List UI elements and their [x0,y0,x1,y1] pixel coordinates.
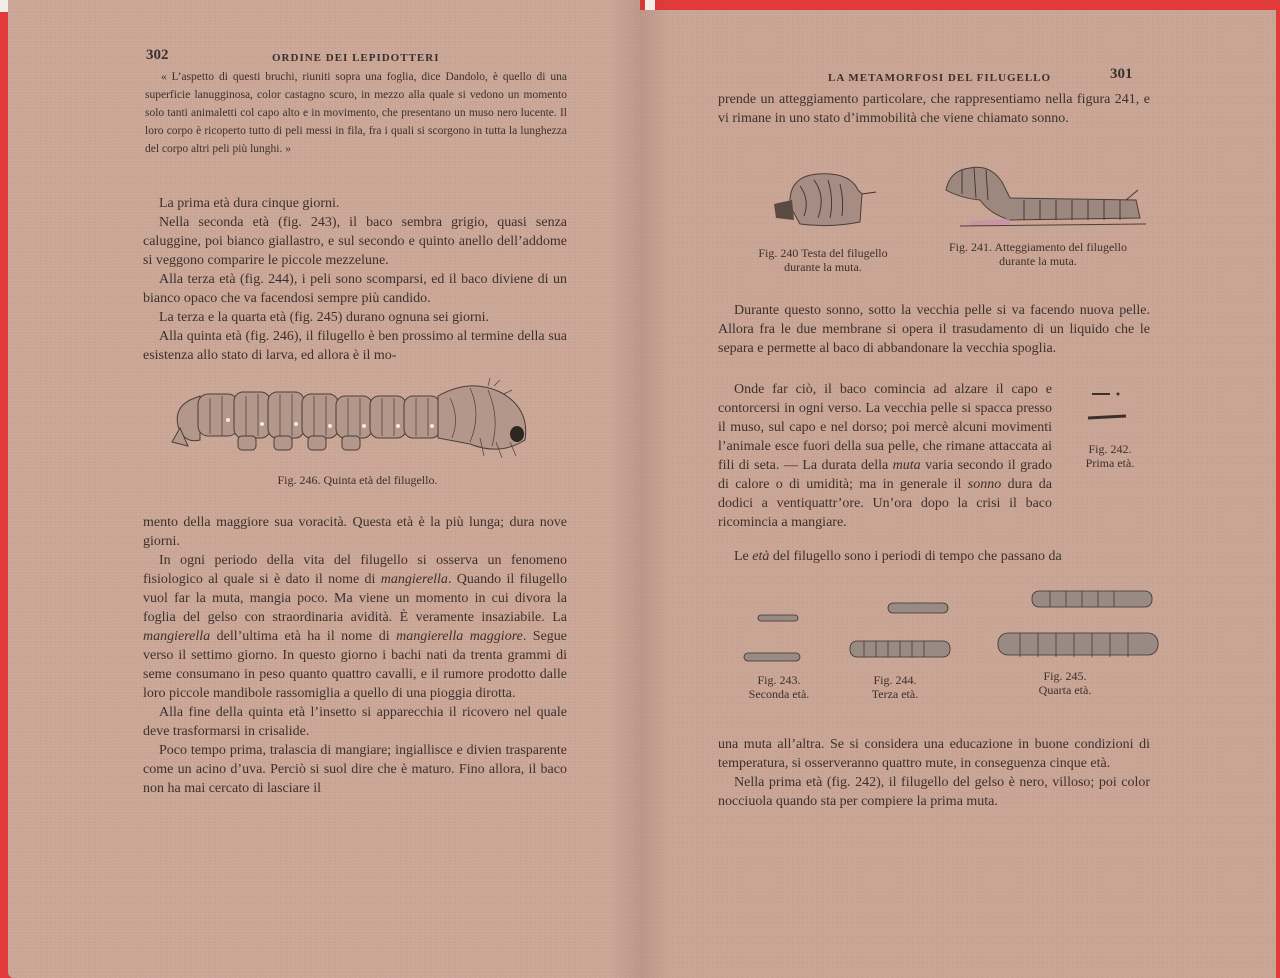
paragraph-muta: una muta all’altra. Se si considera una educazione in buone condizioni di temperatura, si osserveranno quattro mute, in conseguenza cinque età. [718,737,1150,771]
emphasis: sonno [967,477,1002,492]
caption-line: Fig. 245. [1043,669,1087,683]
text-span: del filugello sono i periodi di tempo che passano da [769,549,1062,564]
paragraph-eta [718,547,1150,566]
text-span: Le [734,549,753,564]
page-number-left: 302 [146,47,169,63]
caption-line: Terza età. [871,687,919,701]
paragraph: La terza e la quarta età (fig. 245) durano ognuna sei giorni. [159,310,490,325]
text-span: dura da dodici a ventiquattr’ore. Un’ora dopo la crisi il baco ricomincia a mangiare. [718,477,1052,530]
caption-line: Fig. 241. Atteggiamento del filugello [949,240,1127,254]
caption-line: Fig. 242. [1088,442,1132,456]
right-text-block-2 [718,380,1052,532]
quote-text: « L’aspetto di questi bruchi, riuniti sopra una foglia, dice Dandolo, è quello di una superficie lanugginosa, color castagno scuro, in mezzo alla quale si vedono un momento solo tanti animaletti col capo alto e in movimento, che presentano un muso nero lucente. Il loro corpo è ricoperto tutto di peli messi in fila, fra i quali si scorgono in tutta la lunghezza del corpo altri peli più lunghi. » [145,71,567,155]
emphasis: mangierella [143,629,211,644]
figure-243-244-245-instar-illustrations [740,585,1160,675]
paragraph: Alla terza età (fig. 244), i peli sono scomparsi, ed il baco diviene di un bianco opaco che va facendosi sempre più candido. [143,272,567,306]
caption-line: Fig. 243. [757,673,801,687]
right-text-block-4 [718,735,1150,811]
caption-line: Seconda età. [748,687,810,701]
figure-241-caption [928,240,1148,268]
paragraph: La prima età dura cinque giorni. [159,196,340,211]
paragraph-continuation: mento della maggiore sua voracità. Questa età è la più lunga; dura nove giorni. [143,515,567,549]
figure-240-caption [738,246,908,274]
paragraph-durante: Durante questo sonno, sotto la vecchia pelle si va facendo nuova pelle. Allora fra le due membrane si opera il trasudamento di un liquido che le separa e permette al baco di abbandonare la vecchia spoglia. [718,303,1150,356]
paragraph: Alla quinta età (fig. 246), il filugello è ben prossimo al termine della sua esistenza allo stato di larva, ed allora è il mo- [143,329,567,363]
text-span: dell’ultima età ha il nome di [210,629,397,644]
paragraph: Nella seconda età (fig. 243), il baco sembra grigio, quasi senza caluggine, poi bianco giallastro, e sul secondo e quinto anello dell’addome si veggono comparire le piccole mezzelune. [143,215,567,268]
figure-246-silkworm-illustration [170,378,545,460]
figure-243-caption [734,673,824,701]
figure-245-caption [1020,669,1110,697]
dandolo-quote [145,68,567,158]
emphasis: età [752,549,770,564]
figure-244-caption [850,673,940,701]
figure-242-caption [1070,442,1150,470]
left-text-block-2 [143,513,567,798]
caption-line: durante la muta. [784,260,862,274]
emphasis: mangierella [380,572,448,587]
caption-line: Fig. 244. [873,673,917,687]
paragraph-prima: Nella prima età (fig. 242), il filugello del gelso è nero, villoso; poi color nocciuola quando sta per compiere la prima muta. [718,775,1150,809]
caption-line: durante la muta. [999,254,1077,268]
paragraph-onde [718,380,1052,532]
text-span: . Quando il filugello vuol far la muta, mangia poco. Ma viene un momento in cui divora la foglia del gelso con straordinaria avidità. È veramente insaziabile. La [143,572,567,625]
figure-240-head-illustration [770,166,880,232]
right-text-block-3 [718,547,1150,566]
page-number-right: 301 [1110,66,1133,82]
emphasis: mangierella maggiore [396,629,523,644]
paragraph-ricovero: Alla fine della quinta età l’insetto si apparecchia il ricovero nel quale deve trasformarsi in crisalide. [143,705,567,739]
paragraph-opening: prende un atteggiamento particolare, che rappresentiamo nella figura 241, e vi rimane in uno stato d’immobilità che viene chiamato sonno. [718,92,1150,126]
running-header-right: LA METAMORFOSI DEL FILUGELLO [828,72,1052,84]
right-opening [718,90,1150,128]
text-span: . Segue verso il settimo giorno. In questo giorno i bachi nati da trenta grammi di seme consumano in peso quanto quattro cavalli, e il rumore prodotto dalle loro piccole mandibole rassomiglia a quello di una pioggia dirotta. [143,629,568,701]
figure-246-caption: Fig. 246. Quinta età del filugello. [277,473,438,487]
caption-line: Prima età. [1085,456,1135,470]
caption-line: Quarta età. [1038,683,1092,697]
left-text-block-1 [143,194,567,365]
running-header-left: ORDINE DEI LEPIDOTTERI [272,52,440,64]
caption-line: Fig. 240 Testa del filugello [758,246,888,260]
emphasis: muta [892,458,921,473]
corner-scrap [645,0,655,10]
paragraph-poco-tempo: Poco tempo prima, tralascia di mangiare; ingiallisce e divien trasparente come un acino d’uva. Perciò si suol dire che è maturo. Fino allora, il baco non ha mai cercato di lasciare il [143,743,567,796]
right-text-block-1 [718,301,1150,358]
corner-scrap [0,0,8,12]
text-span: In ogni periodo della vita del filugello si osserva un fenomeno fisiologico al quale si è dato il nome di [143,553,567,587]
figure-242-first-instar-illustration [1086,388,1136,428]
figure-241-silkworm-molting-illustration [940,160,1150,230]
paragraph-mangierella [143,551,567,703]
text-span: varia secondo il grado di calore o di umidità; ma in generale il [718,458,1052,492]
text-span: Onde far ciò, il baco comincia ad alzare il capo e contorcersi in ogni verso. La vecchia pelle si spacca presso il muso, sul capo e nel dorso; poi mercè alcuni movimenti l’animale esce fuori della sua pelle, che rimane attaccata ai fili di seta. — La durata della [718,382,1052,473]
book-gutter [610,0,670,978]
